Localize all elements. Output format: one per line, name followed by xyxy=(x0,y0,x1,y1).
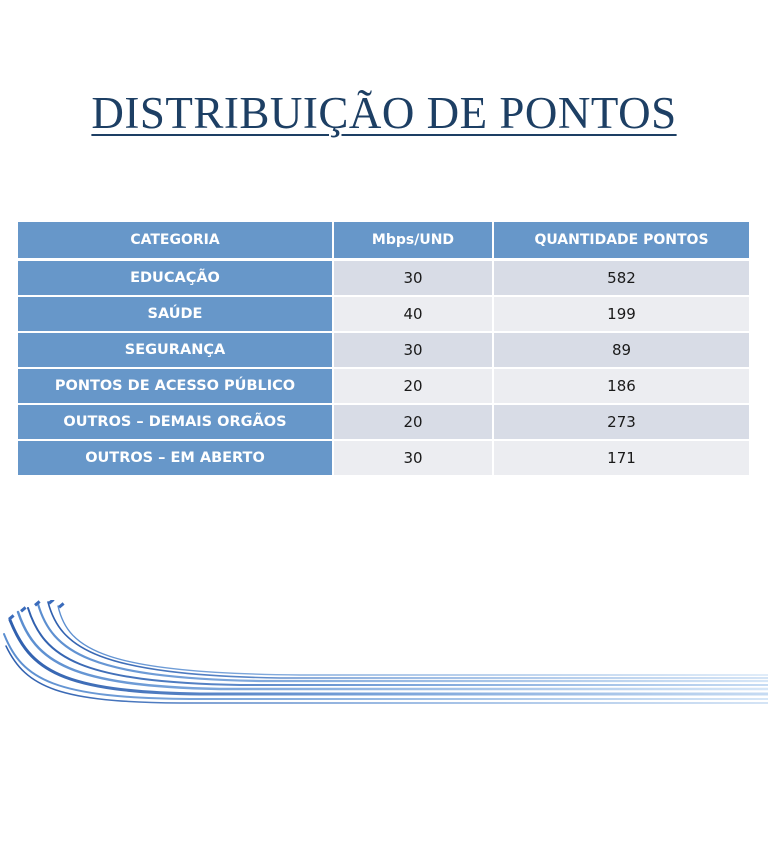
category-cell: EDUCAÇÃO xyxy=(18,260,333,297)
quantity-cell: 582 xyxy=(493,260,749,297)
table-header-row xyxy=(18,222,749,260)
quantity-cell: 186 xyxy=(493,368,749,404)
page-title xyxy=(0,86,768,140)
column-header-mbps: Mbps/UND xyxy=(333,222,493,260)
mbps-cell: 30 xyxy=(333,260,493,297)
mbps-cell: 20 xyxy=(333,368,493,404)
table-row xyxy=(18,368,749,404)
blue-fiber-swoosh-icon xyxy=(0,600,768,710)
column-header-quantidade: QUANTIDADE PONTOS xyxy=(493,222,749,260)
mbps-cell: 40 xyxy=(333,296,493,332)
column-header-categoria: CATEGORIA xyxy=(18,222,333,260)
distribution-table xyxy=(18,222,749,477)
table-row xyxy=(18,260,749,297)
category-cell: SEGURANÇA xyxy=(18,332,333,368)
category-cell: PONTOS DE ACESSO PÚBLICO xyxy=(18,368,333,404)
category-cell: SAÚDE xyxy=(18,296,333,332)
page-title-text: DISTRIBUIÇÃO DE PONTOS xyxy=(91,88,677,138)
quantity-cell: 171 xyxy=(493,440,749,476)
quantity-cell: 89 xyxy=(493,332,749,368)
category-cell: OUTROS – EM ABERTO xyxy=(18,440,333,476)
quantity-cell: 273 xyxy=(493,404,749,440)
quantity-cell: 199 xyxy=(493,296,749,332)
mbps-cell: 30 xyxy=(333,440,493,476)
mbps-cell: 30 xyxy=(333,332,493,368)
category-cell: OUTROS – DEMAIS ORGÃOS xyxy=(18,404,333,440)
table-row xyxy=(18,332,749,368)
mbps-cell: 20 xyxy=(333,404,493,440)
table-row xyxy=(18,440,749,476)
table-row xyxy=(18,404,749,440)
table-row xyxy=(18,296,749,332)
